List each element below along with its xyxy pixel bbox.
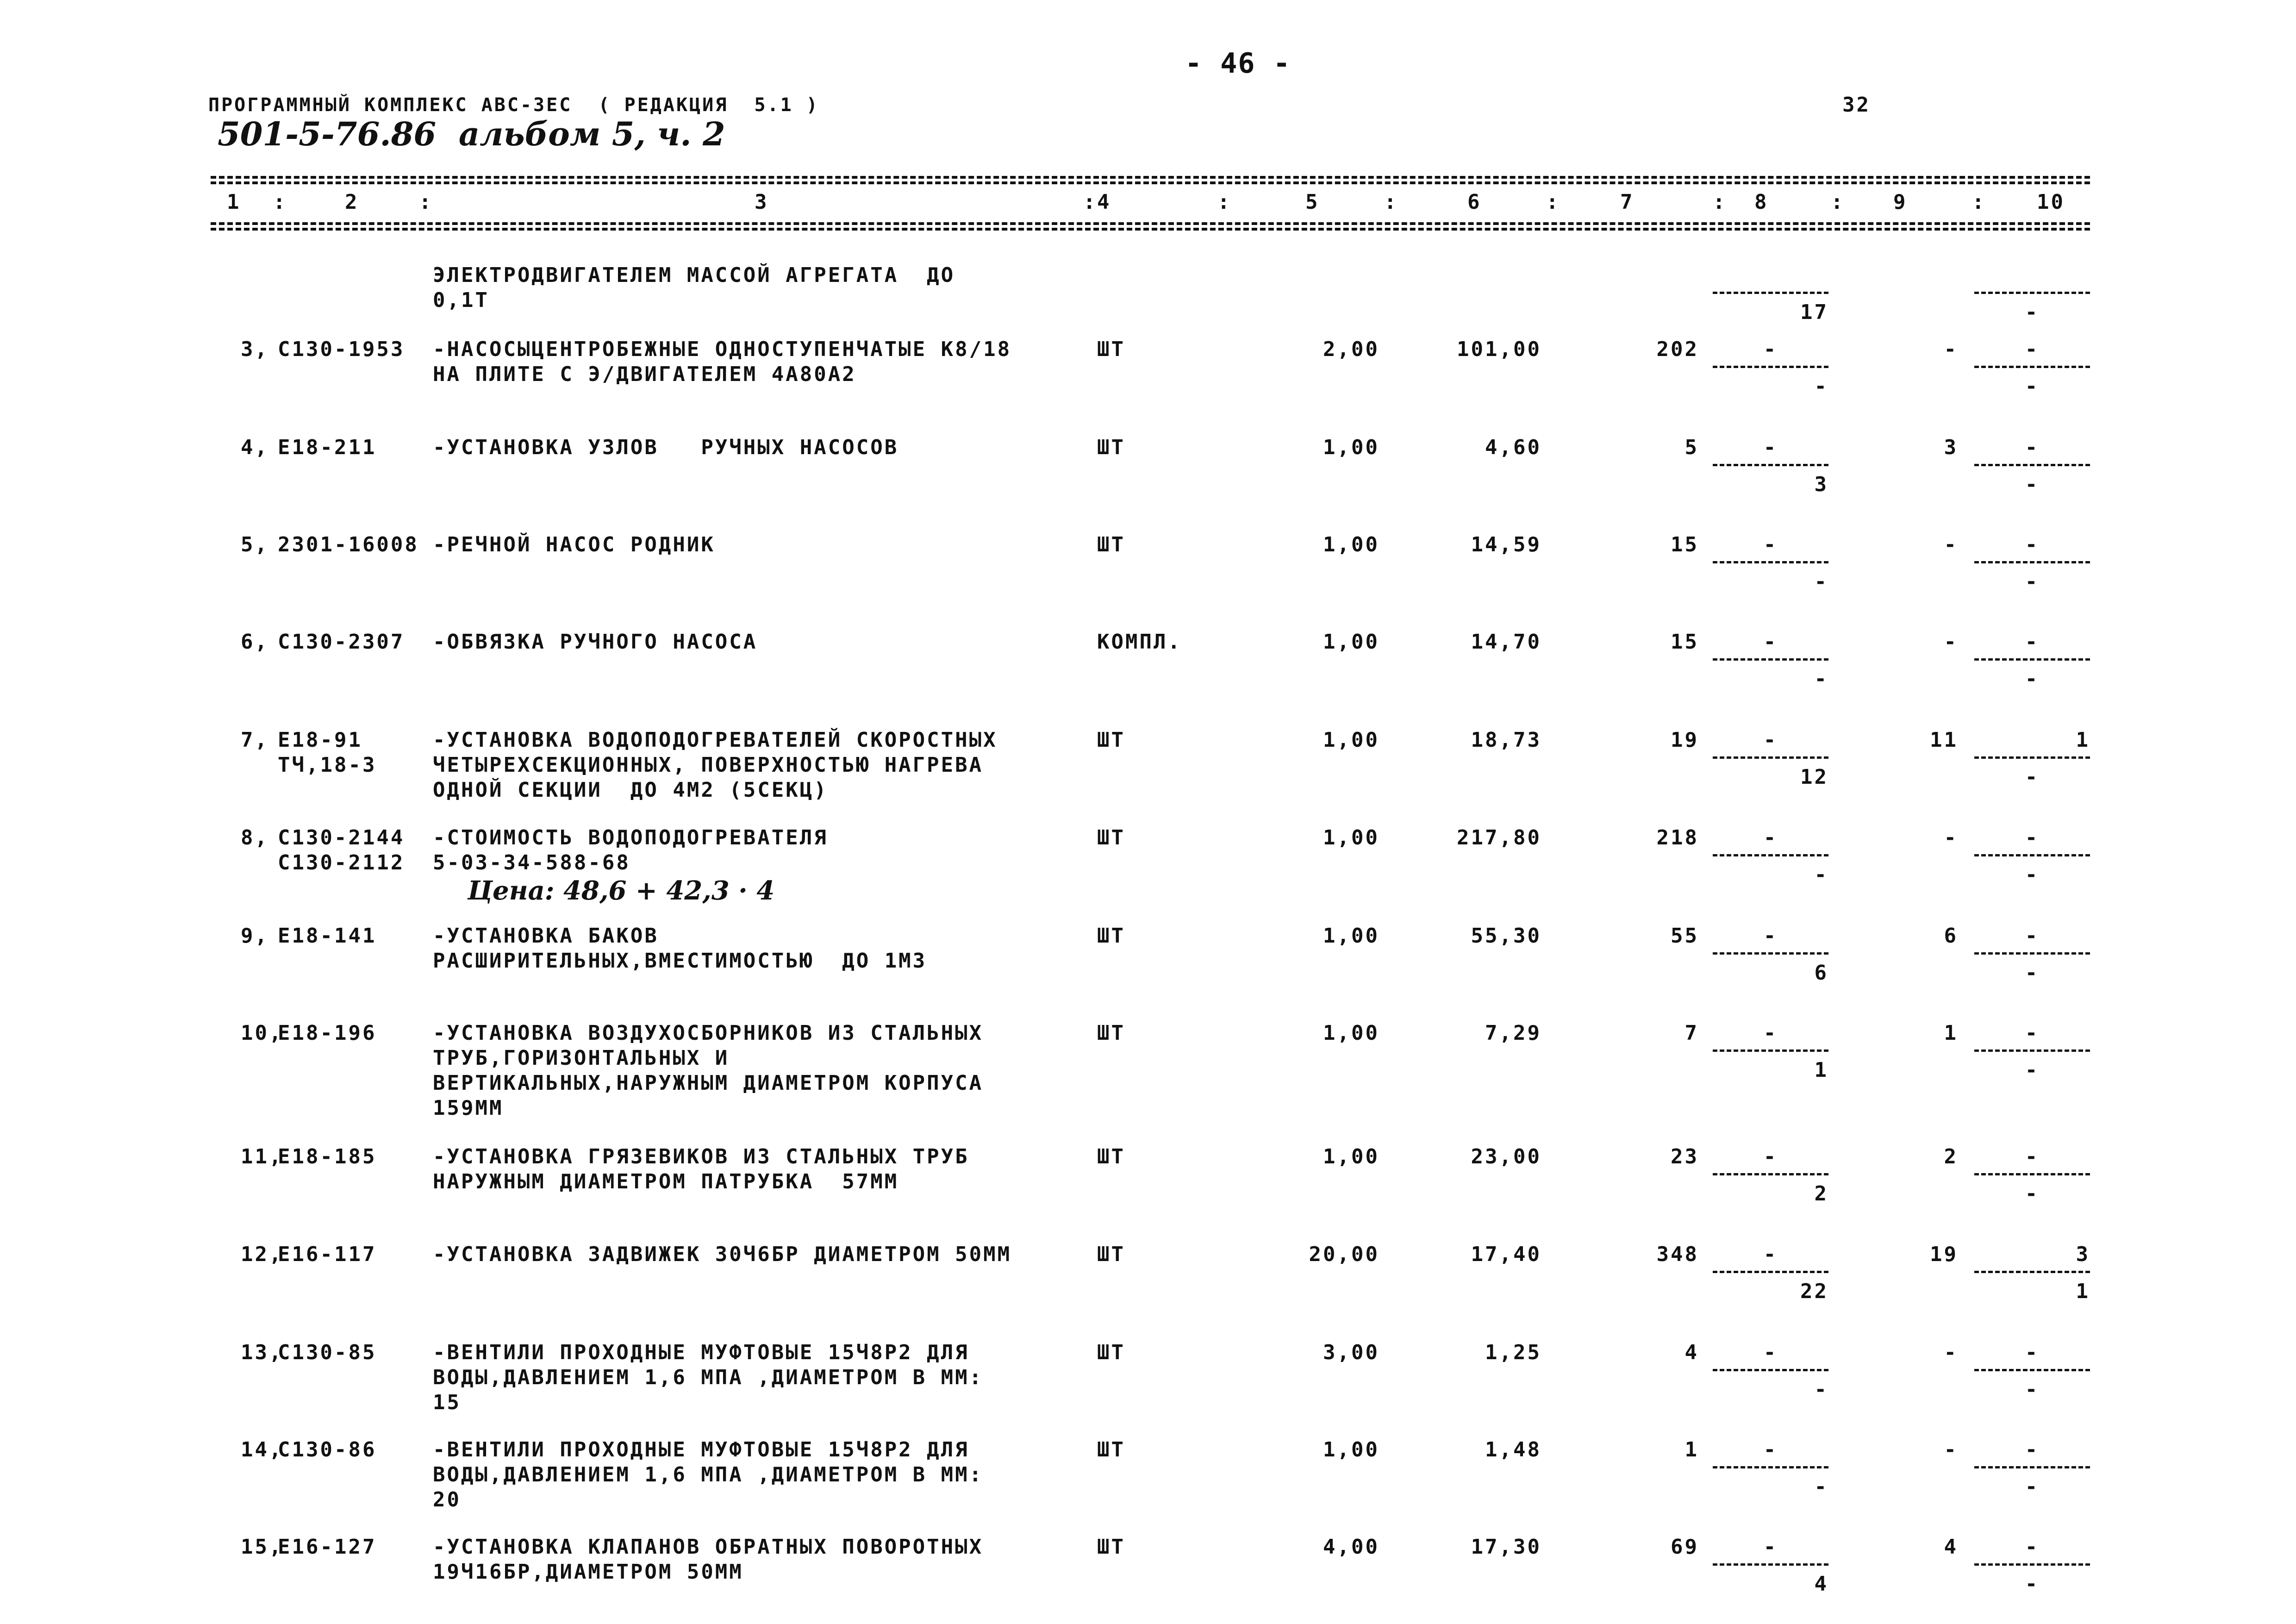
quantity: 1,00 <box>1323 1021 1379 1045</box>
quantity: 20,00 <box>1309 1243 1379 1266</box>
unit-of-measure: ШТ <box>1097 436 1125 459</box>
col9-value: 1 <box>1944 1021 1958 1045</box>
row-number: 13, <box>241 1341 283 1364</box>
description-line: НАРУЖНЫМ ДИАМЕТРОМ ПАТРУБКА 57ММ <box>433 1170 899 1193</box>
col8-bottom-value: 2 <box>1814 1182 1828 1206</box>
row-number: 14, <box>241 1438 283 1462</box>
quantity: 1,00 <box>1323 1438 1379 1462</box>
col10-bottom-value: 1 <box>2076 1280 2090 1303</box>
col9-value: - <box>1944 1438 1958 1462</box>
col8-top-value: - <box>1763 728 1778 752</box>
description-line: -УСТАНОВКА БАКОВ <box>433 924 659 948</box>
col8-bottom-value: - <box>1814 375 1828 398</box>
col10-top-value: - <box>2025 630 2040 654</box>
description-line: -УСТАНОВКА КЛАПАНОВ ОБРАТНЫХ ПОВОРОТНЫХ <box>433 1535 984 1559</box>
price-code: С130-2307 <box>278 630 405 654</box>
col10-top-value: - <box>2025 1021 2040 1045</box>
col10-bottom-value: - <box>2025 1475 2040 1499</box>
unit-price: 4,60 <box>1485 436 1541 459</box>
unit-of-measure: ШТ <box>1097 924 1125 948</box>
col10-bottom-value: - <box>2025 473 2040 496</box>
col10-bottom-value: - <box>2025 1378 2040 1401</box>
col8-bottom-value: 17 <box>1800 300 1828 324</box>
col10-bottom-value: - <box>2025 1058 2040 1082</box>
description-line: -ВЕНТИЛИ ПРОХОДНЫЕ МУФТОВЫЕ 15Ч8Р2 ДЛЯ <box>433 1438 969 1462</box>
item-description <box>433 728 998 803</box>
unit-of-measure: ШТ <box>1097 533 1125 556</box>
row-number: 10, <box>241 1021 283 1045</box>
description-line: 20 <box>433 1488 461 1512</box>
description-line: НА ПЛИТЕ С Э/ДВИГАТЕЛЕМ 4А80А2 <box>433 362 856 386</box>
col10-bottom-value: - <box>2025 667 2040 691</box>
column-header-4: 4 <box>1097 190 1111 214</box>
col8-bottom-value: - <box>1814 1378 1828 1401</box>
col8-fraction-rule <box>1713 756 1828 759</box>
quantity: 4,00 <box>1323 1535 1379 1559</box>
item-description <box>433 532 715 557</box>
col10-top-value: - <box>2025 1341 2040 1364</box>
col8-bottom-value: 12 <box>1800 765 1828 789</box>
col10-fraction-rule <box>1974 1466 2090 1468</box>
price-code: С130-1953 <box>278 337 405 361</box>
unit-of-measure: ШТ <box>1097 728 1125 752</box>
price-code: Е18-91 ТЧ,18-3 <box>278 728 377 777</box>
row-number: 4, <box>241 436 269 459</box>
description-line: РАСШИРИТЕЛЬНЫХ,ВМЕСТИМОСТЬЮ ДО 1М3 <box>433 949 927 973</box>
col8-top-value: - <box>1763 1438 1778 1462</box>
price-code: Е18-196 <box>278 1021 377 1045</box>
quantity: 1,00 <box>1323 533 1379 556</box>
col10-top-value: - <box>2025 1145 2040 1168</box>
unit-price: 217,80 <box>1457 826 1541 849</box>
price-code: 2301-16008 <box>278 533 419 556</box>
col10-bottom-value: - <box>2025 300 2040 324</box>
col8-bottom-value: 1 <box>1814 1058 1828 1082</box>
description-line: ЭЛЕКТРОДВИГАТЕЛЕМ МАССОЙ АГРЕГАТА ДО <box>433 263 955 287</box>
quantity: 1,00 <box>1323 436 1379 459</box>
column-header-9: 9 <box>1893 190 1908 214</box>
item-description <box>433 630 757 655</box>
unit-of-measure: ШТ <box>1097 337 1125 361</box>
col10-fraction-rule <box>1974 464 2090 466</box>
quantity: 2,00 <box>1323 337 1379 361</box>
col8-fraction-rule <box>1713 1563 1828 1566</box>
item-description <box>433 1144 969 1194</box>
unit-price: 18,73 <box>1471 728 1541 752</box>
unit-of-measure: ШТ <box>1097 1145 1125 1168</box>
col8-fraction-rule <box>1713 292 1828 294</box>
page-number: - 46 - <box>1185 47 1291 80</box>
col8-bottom-value: - <box>1814 1475 1828 1499</box>
col10-fraction-rule <box>1974 1563 2090 1566</box>
quantity: 1,00 <box>1323 1145 1379 1168</box>
col8-fraction-rule <box>1713 1271 1828 1273</box>
total-cost: 348 <box>1656 1243 1699 1266</box>
item-description <box>433 337 1011 387</box>
column-header-10: 10 <box>2037 190 2065 214</box>
col10-fraction-rule <box>1974 1049 2090 1052</box>
col10-bottom-value: - <box>2025 570 2040 593</box>
price-code: С130-2144 С130-2112 <box>278 826 405 874</box>
unit-of-measure: ШТ <box>1097 826 1125 849</box>
col9-value: - <box>1944 533 1958 556</box>
col8-fraction-rule <box>1713 366 1828 368</box>
description-line: ВЕРТИКАЛЬНЫХ,НАРУЖНЫМ ДИАМЕТРОМ КОРПУСА <box>433 1071 984 1095</box>
total-cost: 5 <box>1685 436 1699 459</box>
quantity: 3,00 <box>1323 1341 1379 1364</box>
row-number: 12, <box>241 1243 283 1266</box>
description-line: -УСТАНОВКА УЗЛОВ РУЧНЫХ НАСОСОВ <box>433 436 899 459</box>
col10-top-value: - <box>2025 924 2040 948</box>
unit-price: 55,30 <box>1471 924 1541 948</box>
row-number: 7, <box>241 728 269 752</box>
col10-bottom-value: - <box>2025 765 2040 789</box>
item-description <box>433 263 955 313</box>
column-header-5: 5 <box>1305 190 1320 214</box>
header-top-rule <box>211 176 2090 179</box>
unit-price: 101,00 <box>1457 337 1541 361</box>
col10-bottom-value: - <box>2025 961 2040 985</box>
unit-price: 17,30 <box>1471 1535 1541 1559</box>
col10-top-value: - <box>2025 826 2040 849</box>
total-cost: 1 <box>1685 1438 1699 1462</box>
description-line: 159ММ <box>433 1096 504 1120</box>
col10-bottom-value: - <box>2025 863 2040 887</box>
col8-top-value: - <box>1763 1243 1778 1266</box>
col8-top-value: - <box>1763 1341 1778 1364</box>
col8-top-value: - <box>1763 1021 1778 1045</box>
column-header-2: 2 <box>345 190 359 214</box>
total-cost: 7 <box>1685 1021 1699 1045</box>
description-line: -НАСОСЫЦЕНТРОБЕЖНЫЕ ОДНОСТУПЕНЧАТЫЕ К8/18 <box>433 337 1012 361</box>
col8-bottom-value: 4 <box>1814 1572 1828 1596</box>
description-line: -РЕЧНОЙ НАСОС РОДНИК <box>433 533 715 556</box>
col10-bottom-value: - <box>2025 375 2040 398</box>
col8-fraction-rule <box>1713 1173 1828 1175</box>
col9-value: 3 <box>1944 436 1958 459</box>
description-line: -УСТАНОВКА ВОЗДУХОСБОРНИКОВ ИЗ СТАЛЬНЫХ <box>433 1021 984 1045</box>
col10-fraction-rule <box>1974 1173 2090 1175</box>
column-separator: : <box>1384 190 1398 214</box>
description-line: ВОДЫ,ДАВЛЕНИЕМ 1,6 МПА ,ДИАМЕТРОМ В ММ: <box>433 1366 984 1389</box>
description-line: -ОБВЯЗКА РУЧНОГО НАСОСА <box>433 630 758 654</box>
col10-top-value: 3 <box>2076 1243 2090 1266</box>
description-line: 15 <box>433 1391 461 1414</box>
row-number: 6, <box>241 630 269 654</box>
description-line: 0,1Т <box>433 288 489 312</box>
description-line: 19Ч16БР,ДИАМЕТРОМ 50ММ <box>433 1560 743 1584</box>
row-number: 5, <box>241 533 269 556</box>
col8-bottom-value: 22 <box>1800 1280 1828 1303</box>
col10-fraction-rule <box>1974 561 2090 563</box>
col8-bottom-value: 6 <box>1814 961 1828 985</box>
handwritten-album-reference: 501-5-76.86 альбом 5, ч. 2 <box>218 115 725 153</box>
sheet-number: 32 <box>1842 93 1871 117</box>
col10-bottom-value: - <box>2025 1182 2040 1206</box>
unit-price: 7,29 <box>1485 1021 1541 1045</box>
col8-top-value: - <box>1763 337 1778 361</box>
description-line: ОДНОЙ СЕКЦИИ ДО 4М2 (5СЕКЦ) <box>433 778 828 802</box>
quantity: 1,00 <box>1323 630 1379 654</box>
row-number: 9, <box>241 924 269 948</box>
column-separator: : <box>1831 190 1845 214</box>
unit-price: 14,70 <box>1471 630 1541 654</box>
unit-price: 1,48 <box>1485 1438 1541 1462</box>
item-description <box>433 1340 983 1415</box>
total-cost: 19 <box>1671 728 1699 752</box>
col9-value: - <box>1944 1341 1958 1364</box>
price-code: Е18-211 <box>278 436 377 459</box>
col10-bottom-value: - <box>2025 1572 2040 1596</box>
col10-top-value: - <box>2025 436 2040 459</box>
col9-value: - <box>1944 826 1958 849</box>
total-cost: 23 <box>1671 1145 1699 1168</box>
unit-price: 1,25 <box>1485 1341 1541 1364</box>
description-line: -УСТАНОВКА ЗАДВИЖЕК 30Ч6БР ДИАМЕТРОМ 50ММ <box>433 1243 1012 1266</box>
column-header-7: 7 <box>1620 190 1635 214</box>
col8-top-value: - <box>1763 1145 1778 1168</box>
column-separator: : <box>1217 190 1232 214</box>
item-description <box>433 435 898 460</box>
column-separator: : <box>1713 190 1727 214</box>
col8-bottom-value: 3 <box>1814 473 1828 496</box>
item-description <box>433 924 927 974</box>
item-description <box>433 1242 1011 1267</box>
item-description <box>433 825 828 875</box>
column-header-6: 6 <box>1467 190 1482 214</box>
unit-price: 14,59 <box>1471 533 1541 556</box>
header-top-rule-2 <box>211 181 2090 184</box>
total-cost: 15 <box>1671 630 1699 654</box>
col8-fraction-rule <box>1713 854 1828 856</box>
unit-price: 17,40 <box>1471 1243 1541 1266</box>
row-number: 11, <box>241 1145 283 1168</box>
col8-fraction-rule <box>1713 658 1828 661</box>
col8-top-value: - <box>1763 436 1778 459</box>
col8-top-value: - <box>1763 630 1778 654</box>
col8-top-value: - <box>1763 533 1778 556</box>
row-number: 3, <box>241 337 269 361</box>
description-line: -СТОИМОСТЬ ВОДОПОДОГРЕВАТЕЛЯ <box>433 826 828 849</box>
total-cost: 218 <box>1656 826 1699 849</box>
header-bottom-rule <box>211 222 2090 225</box>
item-description <box>433 1437 983 1512</box>
unit-of-measure: ШТ <box>1097 1535 1125 1559</box>
total-cost: 202 <box>1656 337 1699 361</box>
col10-fraction-rule <box>1974 854 2090 856</box>
col10-fraction-rule <box>1974 952 2090 955</box>
row-number: 15, <box>241 1535 283 1559</box>
col8-bottom-value: - <box>1814 667 1828 691</box>
col9-value: 19 <box>1930 1243 1958 1266</box>
col8-bottom-value: - <box>1814 863 1828 887</box>
item-description <box>433 1535 983 1585</box>
description-line: 5-03-34-588-68 <box>433 851 630 874</box>
col8-fraction-rule <box>1713 1049 1828 1052</box>
col8-fraction-rule <box>1713 464 1828 466</box>
program-title: ПРОГРАММНЫЙ КОМПЛЕКС АВС-ЗЕС ( РЕДАКЦИЯ 5.1 ) <box>208 94 819 116</box>
price-code: Е16-127 <box>278 1535 377 1559</box>
price-code: Е18-141 <box>278 924 377 948</box>
row-number: 8, <box>241 826 269 849</box>
header-bottom-rule-2 <box>211 228 2090 231</box>
item-description <box>433 1021 983 1121</box>
col9-value: 11 <box>1930 728 1958 752</box>
col10-fraction-rule <box>1974 756 2090 759</box>
description-line: -ВЕНТИЛИ ПРОХОДНЫЕ МУФТОВЫЕ 15Ч8Р2 ДЛЯ <box>433 1341 969 1364</box>
unit-of-measure: КОМПЛ. <box>1097 630 1182 654</box>
unit-of-measure: ШТ <box>1097 1341 1125 1364</box>
col9-value: 4 <box>1944 1535 1958 1559</box>
column-separator: : <box>419 190 433 214</box>
total-cost: 4 <box>1685 1341 1699 1364</box>
quantity: 1,00 <box>1323 826 1379 849</box>
description-line: -УСТАНОВКА ГРЯЗЕВИКОВ ИЗ СТАЛЬНЫХ ТРУБ <box>433 1145 969 1168</box>
description-line: ЧЕТЫРЕХСЕКЦИОННЫХ, ПОВЕРХНОСТЬЮ НАГРЕВА <box>433 753 984 777</box>
col10-top-value: - <box>2025 1438 2040 1462</box>
price-code: Е16-117 <box>278 1243 377 1266</box>
total-cost: 69 <box>1671 1535 1699 1559</box>
col9-value: 2 <box>1944 1145 1958 1168</box>
col10-top-value: - <box>2025 1535 2040 1559</box>
col10-top-value: 1 <box>2076 728 2090 752</box>
unit-of-measure: ШТ <box>1097 1438 1125 1462</box>
col9-value: 6 <box>1944 924 1958 948</box>
col10-fraction-rule <box>1974 292 2090 294</box>
col8-fraction-rule <box>1713 952 1828 955</box>
column-separator: : <box>1083 190 1098 214</box>
price-code: Е18-185 <box>278 1145 377 1168</box>
price-code: С130-85 <box>278 1341 377 1364</box>
column-separator: : <box>273 190 287 214</box>
col8-top-value: - <box>1763 1535 1778 1559</box>
col9-value: - <box>1944 337 1958 361</box>
col10-top-value: - <box>2025 337 2040 361</box>
quantity: 1,00 <box>1323 728 1379 752</box>
col8-top-value: - <box>1763 924 1778 948</box>
quantity: 1,00 <box>1323 924 1379 948</box>
unit-price: 23,00 <box>1471 1145 1541 1168</box>
unit-of-measure: ШТ <box>1097 1243 1125 1266</box>
col10-fraction-rule <box>1974 1271 2090 1273</box>
col10-fraction-rule <box>1974 1369 2090 1371</box>
column-header-1: 1 <box>227 190 241 214</box>
description-line: ТРУБ,ГОРИЗОНТАЛЬНЫХ И <box>433 1046 730 1070</box>
description-line: ВОДЫ,ДАВЛЕНИЕМ 1,6 МПА ,ДИАМЕТРОМ В ММ: <box>433 1463 984 1487</box>
col8-fraction-rule <box>1713 1369 1828 1371</box>
col10-fraction-rule <box>1974 658 2090 661</box>
price-code: С130-86 <box>278 1438 377 1462</box>
col8-fraction-rule <box>1713 561 1828 563</box>
description-line: -УСТАНОВКА ВОДОПОДОГРЕВАТЕЛЕЙ СКОРОСТНЫХ <box>433 728 998 752</box>
column-separator: : <box>1972 190 1986 214</box>
col10-top-value: - <box>2025 533 2040 556</box>
unit-of-measure: ШТ <box>1097 1021 1125 1045</box>
col8-bottom-value: - <box>1814 570 1828 593</box>
total-cost: 55 <box>1671 924 1699 948</box>
column-header-8: 8 <box>1754 190 1769 214</box>
column-header-3: 3 <box>755 190 769 214</box>
total-cost: 15 <box>1671 533 1699 556</box>
col9-value: - <box>1944 630 1958 654</box>
col8-fraction-rule <box>1713 1466 1828 1468</box>
handwritten-price-note: Цена: 48,6 + 42,3 · 4 <box>468 875 775 906</box>
col10-fraction-rule <box>1974 366 2090 368</box>
column-separator: : <box>1546 190 1560 214</box>
col8-top-value: - <box>1763 826 1778 849</box>
